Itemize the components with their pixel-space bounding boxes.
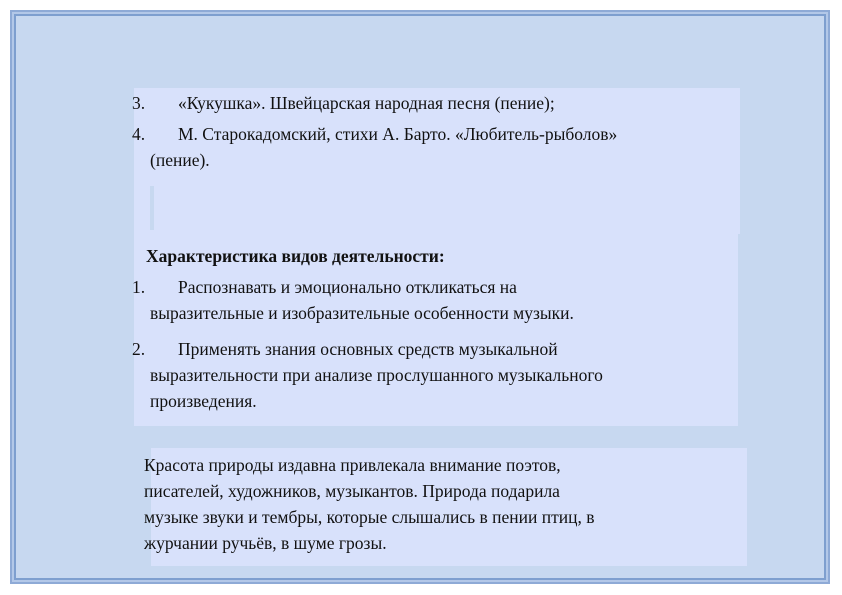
song-number: 3. [132, 93, 146, 113]
paragraph-line: музыке звуки и тембры, которые слышались в пении птиц, в [144, 507, 595, 527]
paragraph-line: Красота природы издавна привлекала внимание поэтов, [144, 455, 561, 475]
paragraph-line: писателей, художников, музыкантов. Природа подарила [144, 481, 560, 501]
text-panel [154, 186, 740, 234]
slide [14, 14, 826, 580]
song-item: «Кукушка». Швейцарская народная песня (пение); [178, 93, 555, 113]
activity-number: 2. [132, 339, 146, 359]
activity-item: Распознавать и эмоционально откликаться на [178, 277, 517, 297]
activity-item-continuation: выразительности при анализе прослушанного музыкального [150, 365, 603, 385]
activity-item-continuation: произведения. [150, 391, 257, 411]
activity-number: 1. [132, 277, 146, 297]
activity-item: Применять знания основных средств музыкальной [178, 339, 558, 359]
song-number: 4. [132, 124, 146, 144]
activity-item-continuation: выразительные и изобразительные особенности музыки. [150, 303, 574, 323]
song-item-continuation: (пение). [150, 150, 210, 170]
paragraph-line: журчании ручьёв, в шуме грозы. [144, 533, 387, 553]
section-heading: Характеристика видов деятельности: [146, 246, 445, 266]
song-item: М. Старокадомский, стихи А. Барто. «Любитель-рыболов» [178, 124, 618, 144]
